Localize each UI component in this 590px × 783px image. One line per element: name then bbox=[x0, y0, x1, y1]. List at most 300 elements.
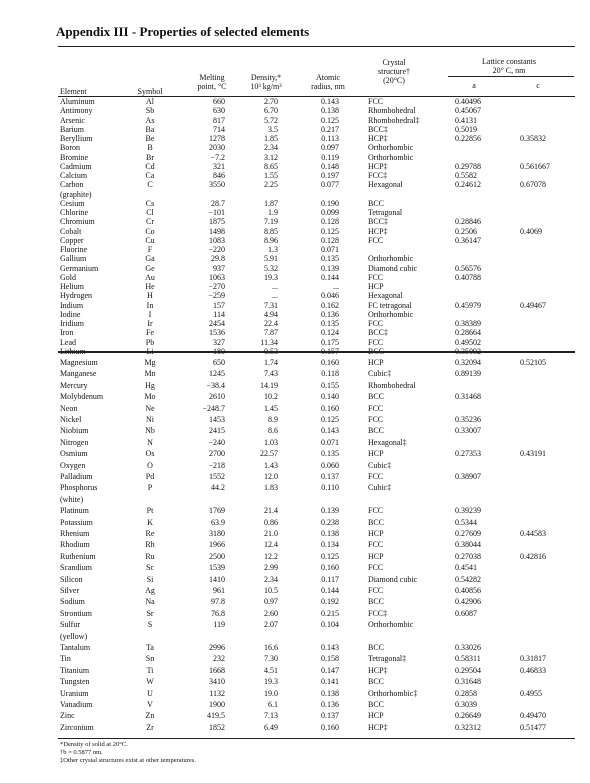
cell-symbol: Zr bbox=[146, 722, 154, 732]
cell-crystal: HCP‡ bbox=[368, 665, 388, 675]
cell-symbol: Cu bbox=[145, 235, 155, 245]
cell-crystal: FCC bbox=[368, 337, 384, 347]
header-density-1: Density,* bbox=[250, 73, 282, 82]
cell-element: Silicon bbox=[60, 574, 83, 584]
cell-crystal: FCC‡ bbox=[368, 608, 388, 618]
cell-crystal: FCC bbox=[368, 472, 384, 481]
cell-density: 12.2 bbox=[264, 551, 278, 561]
cell-radius: 0.190 bbox=[321, 198, 339, 208]
cell-radius: 0.125 bbox=[321, 551, 339, 561]
cell-crystal: BCC bbox=[368, 597, 385, 607]
cell-density: 0.53 bbox=[264, 346, 278, 356]
cell-lattice-a: 0.40856 bbox=[455, 586, 481, 595]
cell-lattice-a: 0.36147 bbox=[455, 235, 481, 245]
cell-radius: 0.125 bbox=[321, 115, 339, 125]
cell-symbol: Cr bbox=[146, 217, 154, 227]
cell-element: Platinum bbox=[60, 506, 89, 516]
section-divider bbox=[58, 351, 575, 353]
cell-element: Nickel bbox=[60, 415, 82, 424]
cell-element: Iodine bbox=[60, 309, 81, 319]
cell-radius: 0.175 bbox=[321, 337, 339, 347]
cell-density: 1.74 bbox=[264, 358, 278, 367]
cell-melting: 961 bbox=[213, 586, 225, 595]
cell-density: 7.13 bbox=[264, 711, 278, 721]
cell-radius: 0.143 bbox=[321, 97, 339, 106]
cell-radius: 0.128 bbox=[321, 235, 339, 245]
cell-density: 4.94 bbox=[264, 309, 278, 319]
cell-symbol: Ne bbox=[145, 403, 155, 413]
cell-lattice-a: 0.35092 bbox=[455, 346, 481, 356]
cell-symbol: O bbox=[147, 460, 153, 470]
cell-crystal: BCC bbox=[368, 198, 385, 208]
cell-symbol: Sn bbox=[145, 654, 155, 664]
cell-element: Chromium bbox=[60, 217, 95, 227]
cell-lattice-a: 0.45067 bbox=[455, 106, 481, 116]
cell-crystal: BCC bbox=[368, 346, 385, 356]
cell-radius: 0.071 bbox=[321, 245, 339, 254]
cell-melting: −270 bbox=[208, 282, 225, 291]
cell-symbol: W bbox=[146, 677, 154, 687]
cell-crystal: Orthorhombic bbox=[368, 254, 414, 264]
cell-melting: 29.8 bbox=[211, 254, 225, 264]
cell-radius: 0.139 bbox=[321, 506, 339, 516]
cell-lattice-c: 0.67078 bbox=[520, 180, 546, 190]
cell-element: Strontium bbox=[60, 608, 93, 618]
cell-crystal: FCC bbox=[368, 506, 384, 516]
cell-radius: 0.134 bbox=[321, 540, 339, 550]
cell-element: Antimony bbox=[60, 106, 93, 116]
cell-melting: 1900 bbox=[209, 700, 225, 709]
cell-density: 0.86 bbox=[264, 517, 278, 527]
cell-crystal: HCP‡ bbox=[368, 134, 388, 143]
cell-density: 1.9 bbox=[268, 208, 278, 217]
cell-lattice-a: 0.89139 bbox=[455, 369, 481, 379]
cell-melting: 2996 bbox=[209, 643, 225, 652]
cell-melting: 2415 bbox=[209, 426, 225, 436]
cell-density: 14.19 bbox=[260, 380, 278, 390]
cell-radius: 0.128 bbox=[321, 217, 339, 227]
cell-melting: 714 bbox=[213, 124, 225, 134]
cell-lattice-c: 0.561667 bbox=[520, 161, 550, 171]
cell-lattice-c: 0.52105 bbox=[520, 358, 546, 367]
cell-element: Vanadium bbox=[60, 700, 93, 709]
cell-crystal: FCC bbox=[368, 97, 384, 106]
cell-element: Arsenic bbox=[60, 115, 85, 125]
cell-density: 5.72 bbox=[264, 115, 278, 125]
cell-radius: 0.135 bbox=[321, 254, 339, 264]
cell-radius: 0.238 bbox=[321, 517, 339, 527]
cell-density: 2.34 bbox=[264, 574, 278, 584]
cell-density: 7.19 bbox=[264, 217, 278, 227]
cell-radius: 0.157 bbox=[321, 346, 339, 356]
cell-melting: 1063 bbox=[209, 272, 225, 282]
cell-element: Gold bbox=[60, 272, 76, 282]
cell-melting: 846 bbox=[213, 171, 225, 180]
cell-lattice-a: 0.40788 bbox=[455, 272, 481, 282]
cell-symbol: Pt bbox=[146, 506, 154, 516]
cell-density: 10.5 bbox=[264, 586, 278, 595]
cell-radius: 0.160 bbox=[321, 358, 339, 367]
cell-radius: 0.071 bbox=[321, 437, 339, 447]
cell-crystal: FCC bbox=[368, 540, 384, 550]
cell-radius: 0.119 bbox=[321, 152, 339, 162]
cell-element: Calcium bbox=[60, 171, 88, 180]
cell-lattice-a: 0.4131 bbox=[455, 115, 477, 125]
cell-element: Ruthenium bbox=[60, 551, 96, 561]
header-density-2: 10³ kg/m³ bbox=[250, 82, 282, 91]
cell-lattice-a: 0.5582 bbox=[455, 171, 477, 180]
cell-element: Boron bbox=[60, 143, 80, 153]
cell-element: Lead bbox=[60, 337, 76, 347]
cell-crystal: Tetragonal‡ bbox=[368, 654, 407, 664]
cell-crystal: FCC bbox=[368, 586, 384, 595]
cell-element: Cobalt bbox=[60, 226, 82, 236]
cell-density: 8.9 bbox=[268, 415, 278, 424]
cell-density: 16.6 bbox=[264, 643, 278, 652]
cell-lattice-a: 0.54282 bbox=[455, 574, 481, 584]
cell-melting: 1966 bbox=[209, 540, 225, 550]
cell-symbol: Al bbox=[146, 97, 154, 106]
cell-radius: 0.160 bbox=[321, 563, 339, 573]
cell-lattice-a: 0.32094 bbox=[455, 358, 481, 367]
cell-melting: 119 bbox=[213, 620, 225, 630]
cell-density: ... bbox=[272, 291, 278, 301]
cell-element: Magnesium bbox=[60, 358, 98, 367]
cell-density: 19.3 bbox=[264, 272, 278, 282]
cell-element: Molybdenum bbox=[60, 392, 104, 402]
cell-radius: ... bbox=[333, 282, 339, 291]
cell-melting: 2610 bbox=[209, 392, 225, 402]
cell-element: Uranium bbox=[60, 688, 89, 698]
cell-symbol: Br bbox=[146, 152, 154, 162]
cell-melting: −248.7 bbox=[202, 403, 225, 413]
cell-lattice-c: 0.42816 bbox=[520, 551, 546, 561]
cell-crystal: Orthorhombic bbox=[368, 143, 414, 153]
cell-lattice-a: 0.49502 bbox=[455, 337, 481, 347]
cell-density: 3.12 bbox=[264, 152, 278, 162]
cell-crystal: Hexagonal‡ bbox=[368, 437, 407, 447]
cell-element: Bromine bbox=[60, 152, 88, 162]
cell-density: 2.07 bbox=[264, 620, 278, 630]
cell-lattice-a: 0.4541 bbox=[455, 563, 477, 573]
cell-symbol: Mo bbox=[144, 392, 156, 402]
cell-crystal: BCC bbox=[368, 700, 385, 709]
cell-radius: 0.136 bbox=[321, 309, 339, 319]
cell-lattice-a: 0.56576 bbox=[455, 263, 481, 273]
cell-symbol: I bbox=[148, 309, 152, 319]
page-title: Appendix III - Properties of selected elements bbox=[56, 24, 310, 39]
cell-crystal: Rhombohedral bbox=[368, 106, 416, 116]
cell-radius: 0.140 bbox=[321, 392, 339, 402]
header-element: Element bbox=[60, 87, 87, 96]
table-top-rule bbox=[58, 46, 575, 47]
cell-symbol: As bbox=[145, 115, 155, 125]
cell-symbol: Sc bbox=[146, 563, 154, 573]
cell-crystal: HCP bbox=[368, 282, 384, 291]
cell-symbol: Hg bbox=[145, 380, 155, 390]
cell-lattice-a: 0.38044 bbox=[455, 540, 481, 550]
cell-density: 7.30 bbox=[264, 654, 278, 664]
cell-melting: 1410 bbox=[209, 574, 225, 584]
cell-crystal: FCC bbox=[368, 563, 384, 573]
cell-crystal: FCC bbox=[368, 403, 384, 413]
cell-element: Potassium bbox=[60, 517, 93, 527]
cell-symbol: C bbox=[147, 180, 153, 190]
cell-crystal: BCC‡ bbox=[368, 328, 389, 338]
cell-crystal: Diamond cubic bbox=[368, 263, 418, 273]
cell-crystal: Rhombohedral bbox=[368, 380, 416, 390]
cell-radius: 0.138 bbox=[321, 529, 339, 538]
cell-lattice-a: 0.33007 bbox=[455, 426, 481, 436]
cell-element: (white) bbox=[60, 494, 84, 504]
cell-radius: 0.136 bbox=[321, 700, 339, 709]
cell-density: 1.83 bbox=[264, 483, 278, 493]
cell-lattice-a: 0.27609 bbox=[455, 529, 481, 538]
cell-crystal: Tetragonal bbox=[368, 208, 403, 217]
cell-melting: 63.9 bbox=[211, 517, 225, 527]
cell-melting: 419.5 bbox=[207, 711, 225, 721]
cell-lattice-a: 0.32312 bbox=[455, 722, 481, 732]
cell-crystal: BCC bbox=[368, 392, 385, 402]
cell-symbol: Ti bbox=[146, 665, 154, 675]
cell-density: 1.03 bbox=[264, 437, 278, 447]
cell-melting: 937 bbox=[213, 263, 225, 273]
cell-density: 7.87 bbox=[264, 328, 278, 338]
cell-melting: 232 bbox=[213, 654, 225, 664]
cell-density: 6.49 bbox=[264, 722, 278, 732]
cell-crystal: HCP‡ bbox=[368, 722, 388, 732]
cell-radius: 0.125 bbox=[321, 415, 339, 424]
cell-element: Rhenium bbox=[60, 529, 90, 538]
cell-radius: 0.110 bbox=[321, 483, 339, 493]
cell-lattice-c: 0.35832 bbox=[520, 134, 546, 143]
cell-lattice-c: 0.4069 bbox=[520, 226, 542, 236]
cell-density: 1.87 bbox=[264, 198, 278, 208]
cell-element: Manganese bbox=[60, 369, 97, 379]
cell-melting: 660 bbox=[213, 97, 225, 106]
cell-density: 1.55 bbox=[264, 171, 278, 180]
cell-melting: 3550 bbox=[209, 180, 225, 190]
cell-symbol: Sr bbox=[146, 608, 154, 618]
cell-melting: −259 bbox=[208, 291, 225, 301]
cell-density: 6.70 bbox=[264, 106, 278, 116]
cell-lattice-a: 0.40496 bbox=[455, 97, 481, 106]
cell-element: Cesium bbox=[60, 198, 85, 208]
cell-density: 19.3 bbox=[264, 677, 278, 687]
cell-crystal: HCP bbox=[368, 449, 384, 459]
cell-element: Germanium bbox=[60, 263, 99, 273]
cell-radius: 0.160 bbox=[321, 722, 339, 732]
cell-element: Tin bbox=[60, 654, 71, 664]
cell-symbol: Pd bbox=[145, 472, 155, 481]
cell-symbol: Nb bbox=[145, 426, 155, 436]
cell-lattice-a: 0.2858 bbox=[455, 688, 477, 698]
cell-symbol: S bbox=[147, 620, 153, 630]
cell-symbol: Co bbox=[145, 226, 155, 236]
cell-lattice-a: 0.26649 bbox=[455, 711, 481, 721]
cell-radius: 0.144 bbox=[321, 586, 339, 595]
cell-lattice-a: 0.3039 bbox=[455, 700, 477, 709]
cell-radius: 0.197 bbox=[321, 171, 339, 180]
cell-melting: 2454 bbox=[209, 319, 225, 328]
cell-radius: 0.215 bbox=[321, 608, 339, 618]
header-radius-1: Atomic bbox=[316, 73, 340, 82]
cell-lattice-c: 0.49467 bbox=[520, 300, 546, 310]
cell-symbol: Cl bbox=[146, 208, 154, 217]
cell-density: 7.43 bbox=[264, 369, 278, 379]
cell-lattice-a: 0.22856 bbox=[455, 134, 481, 143]
cell-density: 8.65 bbox=[264, 161, 278, 171]
cell-crystal: Diamond cubic bbox=[368, 574, 418, 584]
cell-element: Tungsten bbox=[60, 677, 90, 687]
cell-symbol: Ba bbox=[145, 124, 155, 134]
cell-element: Indium bbox=[60, 300, 84, 310]
cell-symbol: N bbox=[147, 437, 153, 447]
cell-crystal: BCC bbox=[368, 517, 385, 527]
cell-element: Neon bbox=[60, 403, 78, 413]
cell-radius: 0.137 bbox=[321, 711, 339, 721]
cell-melting: −220 bbox=[208, 245, 225, 254]
cell-lattice-a: 0.5344 bbox=[455, 517, 477, 527]
cell-element: (graphite) bbox=[60, 189, 92, 199]
cell-radius: 0.155 bbox=[321, 380, 339, 390]
cell-lattice-a: 0.2506 bbox=[455, 226, 477, 236]
cell-melting: −38.4 bbox=[206, 380, 225, 390]
cell-radius: 0.217 bbox=[321, 124, 339, 134]
cell-symbol: V bbox=[147, 700, 153, 709]
cell-lattice-a: 0.39239 bbox=[455, 506, 481, 516]
cell-lattice-c: 0.43191 bbox=[520, 449, 546, 459]
cell-lattice-a: 0.33026 bbox=[455, 643, 481, 652]
cell-density: 12.0 bbox=[264, 472, 278, 481]
cell-lattice-a: 0.24612 bbox=[455, 180, 481, 190]
cell-radius: 0.143 bbox=[321, 643, 339, 652]
cell-lattice-c: 0.51477 bbox=[520, 722, 546, 732]
cell-melting: 2700 bbox=[209, 449, 225, 459]
lattice-header-rule bbox=[448, 76, 574, 77]
cell-crystal: BCC‡ bbox=[368, 217, 389, 227]
cell-symbol: H bbox=[147, 291, 153, 301]
header-crystal-1: Crystal bbox=[382, 58, 406, 67]
cell-density: ... bbox=[272, 282, 278, 291]
cell-symbol: Na bbox=[145, 597, 155, 607]
cell-melting: 157 bbox=[213, 300, 225, 310]
cell-crystal: FCC bbox=[368, 319, 384, 328]
cell-density: 8.85 bbox=[264, 226, 278, 236]
cell-lattice-a: 0.27353 bbox=[455, 449, 481, 459]
cell-density: 1.85 bbox=[264, 134, 278, 143]
cell-lattice-a: 0.27038 bbox=[455, 551, 481, 561]
cell-lattice-a: 0.28846 bbox=[455, 217, 481, 227]
header-symbol: Symbol bbox=[137, 87, 163, 96]
cell-radius: 0.144 bbox=[321, 272, 339, 282]
cell-element: Gallium bbox=[60, 254, 87, 264]
cell-symbol: Cs bbox=[145, 198, 155, 208]
cell-melting: 1498 bbox=[209, 226, 225, 236]
cell-radius: 0.118 bbox=[321, 369, 339, 379]
cell-density: 7.31 bbox=[264, 300, 278, 310]
cell-radius: 0.077 bbox=[321, 180, 339, 190]
cell-melting: 321 bbox=[213, 161, 225, 171]
cell-melting: 3410 bbox=[209, 677, 225, 687]
cell-symbol: Be bbox=[145, 134, 155, 143]
cell-crystal: HCP bbox=[368, 551, 384, 561]
cell-lattice-a: 0.58311 bbox=[455, 654, 481, 664]
cell-radius: 0.113 bbox=[321, 134, 339, 143]
cell-symbol: P bbox=[147, 483, 153, 493]
cell-element: Rhodium bbox=[60, 540, 90, 550]
cell-melting: 650 bbox=[213, 358, 225, 367]
cell-radius: 0.137 bbox=[321, 472, 339, 481]
cell-density: 12.4 bbox=[264, 540, 278, 550]
cell-symbol: Zn bbox=[145, 711, 155, 721]
cell-lattice-a: 0.45979 bbox=[455, 300, 481, 310]
cell-crystal: HCP‡ bbox=[368, 226, 388, 236]
footnote-other-structures: ‡Other crystal structures exist at other temperatures. bbox=[60, 757, 196, 764]
header-crystal-3: (20°C) bbox=[383, 76, 405, 85]
cell-lattice-c: 0.4955 bbox=[520, 688, 542, 698]
cell-element: Sulfur bbox=[60, 620, 80, 630]
cell-density: 22.4 bbox=[264, 319, 278, 328]
cell-symbol: F bbox=[147, 245, 153, 254]
cell-symbol: U bbox=[147, 688, 153, 698]
cell-radius: 0.125 bbox=[321, 226, 339, 236]
cell-element: Aluminum bbox=[60, 97, 95, 106]
cell-crystal: Rhombohedral‡ bbox=[368, 115, 420, 125]
cell-symbol: Sb bbox=[145, 106, 155, 116]
cell-crystal: Hexagonal bbox=[368, 180, 403, 190]
cell-element: Lithium bbox=[60, 346, 86, 356]
cell-melting: 1769 bbox=[209, 506, 225, 516]
cell-melting: 817 bbox=[213, 115, 225, 125]
cell-density: 4.51 bbox=[264, 665, 278, 675]
cell-density: 2.34 bbox=[264, 143, 278, 153]
cell-density: 8.96 bbox=[264, 235, 278, 245]
cell-symbol: Re bbox=[145, 529, 155, 538]
cell-symbol: Li bbox=[146, 346, 154, 356]
cell-melting: 1132 bbox=[209, 688, 225, 698]
cell-density: 8.6 bbox=[268, 426, 278, 436]
cell-lattice-a: 0.31468 bbox=[455, 392, 481, 402]
cell-element: Osmium bbox=[60, 449, 88, 459]
cell-density: 19.0 bbox=[264, 688, 278, 698]
cell-radius: 0.060 bbox=[321, 460, 339, 470]
cell-melting: −101 bbox=[208, 208, 225, 217]
cell-density: 2.99 bbox=[264, 563, 278, 573]
cell-radius: 0.046 bbox=[321, 291, 339, 301]
header-lattice bbox=[444, 57, 574, 75]
cell-crystal: Cubic‡ bbox=[368, 369, 392, 379]
cell-radius: 0.139 bbox=[321, 263, 339, 273]
cell-crystal: FCC‡ bbox=[368, 171, 388, 180]
cell-density: 5.32 bbox=[264, 263, 278, 273]
cell-element: Mercury bbox=[60, 380, 88, 390]
cell-melting: 1852 bbox=[209, 722, 225, 732]
cell-melting: 97.8 bbox=[211, 597, 225, 607]
cell-crystal: HCP bbox=[368, 711, 384, 721]
cell-radius: 0.104 bbox=[321, 620, 339, 630]
cell-symbol: Mg bbox=[144, 358, 156, 367]
header-radius-2: radius, nm bbox=[311, 82, 345, 91]
cell-symbol: Ni bbox=[146, 415, 154, 424]
cell-element: Titanium bbox=[60, 665, 90, 675]
cell-density: 0.97 bbox=[264, 597, 278, 607]
cell-density: 10.2 bbox=[264, 392, 278, 402]
cell-density: 22.57 bbox=[260, 449, 278, 459]
table-bottom-rule bbox=[58, 738, 575, 739]
cell-crystal: FCC bbox=[368, 235, 384, 245]
cell-radius: 0.138 bbox=[321, 688, 339, 698]
